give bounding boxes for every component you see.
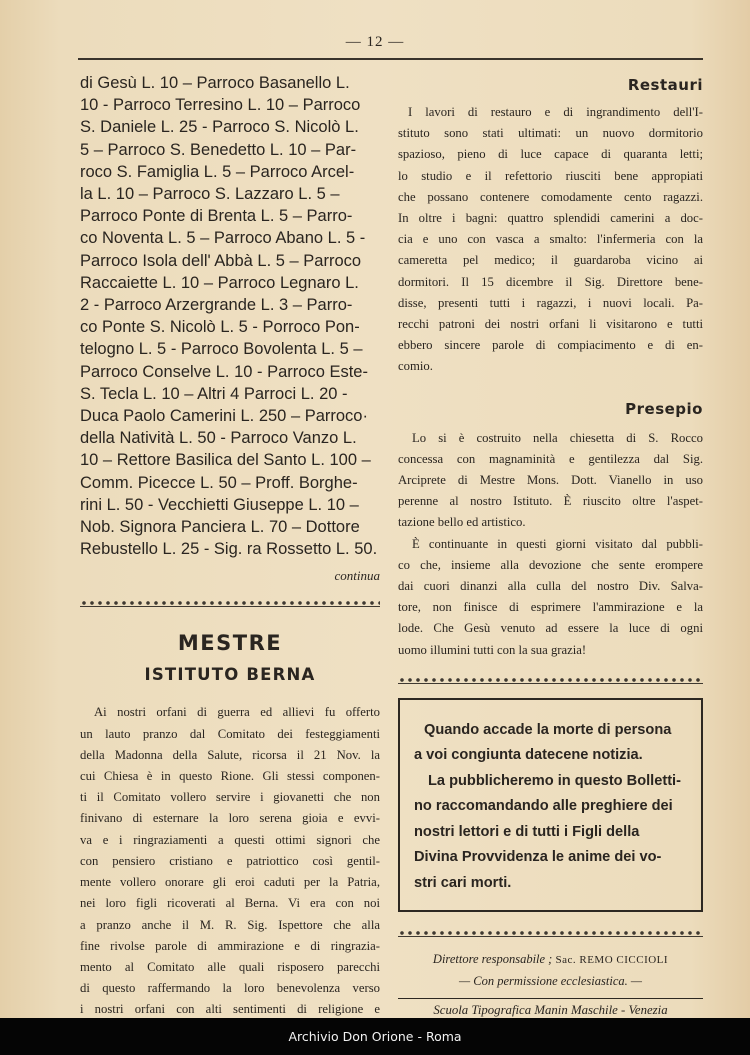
- article-line: Arciprete di Mestre Mons. Dott. Vianello in uso: [398, 473, 703, 488]
- mestre-heading: MESTRE: [177, 631, 283, 656]
- article-line: va e i ringraziamenti a questi ottimi signori che: [80, 832, 380, 847]
- donation-line: Rebustello L. 25 - Sig. ra Rossetto L. 50.: [80, 540, 378, 559]
- donation-line: Parroco Ponte di Brenta L. 5 – Parro-: [80, 207, 353, 226]
- restauri-title: Restauri: [627, 76, 703, 94]
- article-line: dormitori. Il 15 dicembre il Sig. Direttore bene-: [398, 274, 703, 289]
- donation-line: S. Tecla L. 10 – Altri 4 Parroci L. 20 -: [80, 384, 348, 403]
- notice-line: no raccomandando alle preghiere dei: [414, 798, 673, 815]
- article-line: ti il Comitato vollero servire i giovanetti che non: [80, 790, 380, 805]
- article-line: cia e uno con vasca a smalto: l'infermeria con la: [398, 232, 703, 247]
- article-line: co che, insieme alla devozione che sente erompere: [398, 557, 703, 572]
- director-credit: [398, 949, 703, 971]
- top-rule: [78, 58, 703, 60]
- ornamental-divider: [398, 675, 703, 684]
- article-line: In oltre i bagni: quattro splendidi camerini a doc-: [398, 211, 703, 226]
- donation-line: co Noventa L. 5 – Parroco Abano L. 5 -: [80, 229, 366, 248]
- right-column: [398, 72, 703, 1018]
- article-line: ebbero sincere parole di compiacimento e di en-: [398, 338, 703, 353]
- ecclesiastical-permission: — Con permissione ecclesiastica. —: [459, 974, 642, 989]
- article-line: uomo illumini tutti con la sua grazia!: [398, 642, 587, 657]
- article-line: della Madonna della Salute, ricorsa il 21 Nov. la: [80, 747, 380, 762]
- notice-line: La pubblicheremo in questo Bolletti-: [428, 772, 681, 789]
- article-line: lo studio e il refettorio riusciti bene appropiati: [398, 168, 703, 183]
- director-label: Direttore responsabile ;: [432, 952, 553, 967]
- donation-line: Parroco Conselve L. 10 - Parroco Este-: [80, 362, 368, 381]
- article-line: cui Chiesa è in questo Rione. Gli stessi componen-: [80, 769, 380, 784]
- director-name: Sac. REMO CICCIOLI: [555, 954, 669, 967]
- article-line: di questo raffermando la loro benevolenza verso: [80, 981, 380, 996]
- donation-line: 2 - Parroco Arzergrande L. 3 – Parro-: [80, 296, 353, 315]
- donation-line: di Gesù L. 10 – Parroco Basanello L.: [80, 74, 350, 92]
- article-line: I lavori di restauro e di ingrandimento dell'I-: [408, 105, 703, 119]
- article-line: con pensiero cristiano e patriottico così gentil-: [80, 853, 380, 868]
- notice-box: [398, 698, 703, 913]
- ornamental-divider: [80, 598, 380, 607]
- article-line: fine rivolse parole di ammirazione e di ringrazia-: [80, 938, 380, 953]
- donation-line: rini L. 50 - Vecchietti Giuseppe L. 10 –: [80, 495, 359, 514]
- article-line: mento al Comitato alle quali risposero parecchi: [80, 959, 380, 974]
- presepio-article: [398, 428, 703, 661]
- notice-line: Quando accade la morte di persona: [424, 721, 672, 738]
- article-line: disse, presenti tutti i ragazzi, i nuovi locali. Pa-: [398, 295, 703, 310]
- donation-line: 10 - Parroco Terresino L. 10 – Parroco: [80, 96, 361, 115]
- notice-line: Divina Provvidenza le anime dei vo-: [414, 849, 662, 866]
- article-line: tore, non finisce di esprimere l'ammirazione e la: [398, 600, 703, 615]
- archive-footer: Archivio Don Orione - Roma: [0, 1018, 750, 1055]
- article-line: spazioso, pieno di luce capace di quaranta letti;: [398, 147, 703, 162]
- article-line: a pranzo anche il M. R. Sig. Ispettore che alla: [80, 917, 380, 932]
- article-line: cameretta pel medico; il guardaroba vicino ai: [398, 253, 703, 268]
- donation-line: 5 – Parroco S. Benedetto L. 10 – Par-: [80, 140, 357, 159]
- article-line: comio.: [398, 359, 433, 374]
- notice-line: stri cari morti.: [414, 874, 512, 891]
- donation-line: Nob. Signora Panciera L. 70 – Dottore: [80, 518, 360, 537]
- article-line: tazione bello ed artistico.: [398, 515, 526, 530]
- donation-line: S. Daniele L. 25 - Parroco S. Nicolò L.: [80, 118, 359, 137]
- ornamental-divider: [398, 928, 703, 937]
- left-column: [80, 72, 380, 1042]
- printer-credit: Scuola Tipografica Manin Maschile - Venezia: [398, 998, 703, 1018]
- notice-line: nostri lettori e di tutti i Figli della: [414, 823, 640, 840]
- article-line: stituto sono stati ultimati: un nuovo dormitorio: [398, 126, 703, 141]
- donation-line: roco S. Famiglia L. 5 – Parroco Arcel-: [80, 162, 355, 181]
- notice-line: a voi congiunta datecene notizia.: [414, 747, 643, 764]
- donations-list: [80, 72, 380, 560]
- donation-line: Duca Paolo Camerini L. 250 – Parroco·: [80, 407, 368, 426]
- article-line: i nostri orfani con alti sentimenti di religione e: [80, 1002, 380, 1017]
- article-line: concessa con magnaminità e gentilezza dal Sig.: [398, 451, 703, 466]
- article-line: Lo si è costruito nella chiesetta di S. Rocco: [412, 430, 703, 445]
- article-line: lode. Che Gesù venuto ad essere la luce di ogni: [398, 621, 703, 636]
- article-line: dai cuori dinanzi alla culla del nostro Div. Salva-: [398, 579, 703, 594]
- article-line: mente vollero onorare gli eroi caduti per la Patria,: [80, 875, 380, 890]
- donation-line: Comm. Picecce L. 50 – Proff. Borghe-: [80, 473, 358, 492]
- article-line: finivano di esternare la loro serena gioia e evvi-: [80, 811, 380, 826]
- continua-label: continua: [334, 568, 380, 584]
- mestre-article: [80, 702, 380, 1041]
- donation-line: della Natività L. 50 - Parroco Vanzo L.: [80, 429, 357, 448]
- donation-line: Parroco Isola dell' Abbà L. 5 – Parroco: [80, 251, 362, 270]
- restauri-article: [398, 102, 703, 378]
- istituto-berna-heading: ISTITUTO BERNA: [144, 665, 316, 685]
- donation-line: la L. 10 – Parroco S. Lazzaro L. 5 –: [80, 185, 340, 204]
- donation-line: co Ponte S. Nicolò L. 5 - Porroco Pon-: [80, 318, 360, 337]
- article-line: perenne al nostro Istituto. È riuscito oltre l'aspet-: [398, 494, 703, 509]
- article-line: nei loro figli ricoverati al Berna. Vi era con noi: [80, 896, 380, 911]
- page-number: — 12 —: [345, 34, 405, 50]
- article-line: che possano contenere comodamente cento ragazzi.: [398, 189, 703, 204]
- donation-line: 10 – Rettore Basilica del Santo L. 100 –: [80, 451, 371, 470]
- article-line: Ai nostri orfani di guerra ed allievi fu offerto: [94, 705, 380, 720]
- article-line: un lauto pranzo dal Comitato dei festeggiamenti: [80, 726, 380, 741]
- donation-line: telogno L. 5 - Parroco Bovolenta L. 5 –: [80, 340, 363, 359]
- article-line: recchi patroni dei nostri orfani li visitarono e tutti: [398, 317, 703, 332]
- article-line: È continuante in questi giorni visitato dal pubbli-: [412, 536, 703, 551]
- donation-line: Raccaiette L. 10 – Parroco Legnaro L.: [80, 273, 359, 292]
- presepio-title: Presepio: [625, 399, 703, 418]
